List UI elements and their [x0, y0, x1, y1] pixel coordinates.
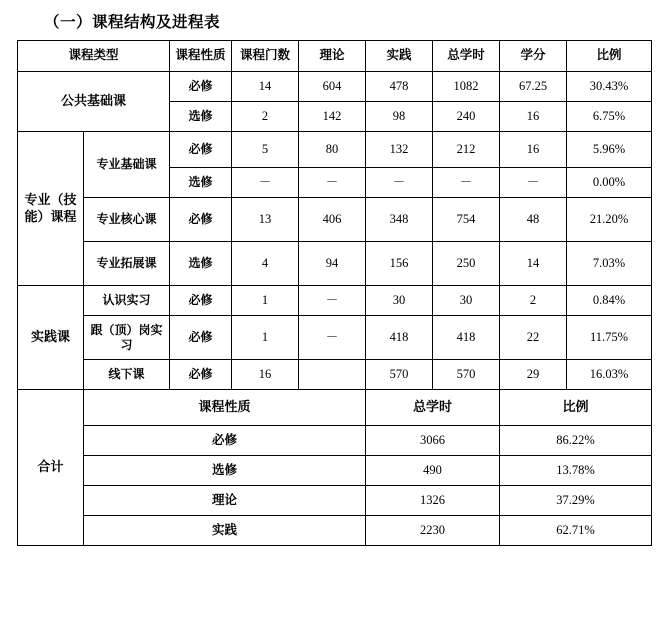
- credits-cell: 16: [500, 102, 567, 132]
- ratio-cell: 0.84%: [567, 286, 652, 316]
- count-cell: 5: [232, 132, 299, 168]
- nature-cell: 必修: [170, 360, 232, 390]
- practice-cell: 30: [366, 286, 433, 316]
- nature-cell: 选修: [170, 168, 232, 198]
- practice-cell: 478: [366, 72, 433, 102]
- total-hours-cell: 240: [433, 102, 500, 132]
- nature-cell: 必修: [170, 286, 232, 316]
- category-cell-practice: 实践课: [17, 286, 83, 390]
- theory-cell: 94: [299, 242, 366, 286]
- table-row: [17, 132, 651, 168]
- summary-row: [17, 486, 651, 516]
- practice-cell: 98: [366, 102, 433, 132]
- subcategory-cell-major-basic: 专业基础课: [83, 132, 169, 198]
- header-cell-ratio: 比例: [567, 41, 652, 72]
- theory-cell: 604: [299, 72, 366, 102]
- total-hours-cell: 250: [433, 242, 500, 286]
- practice-cell: 156: [366, 242, 433, 286]
- ratio-cell: 11.75%: [567, 316, 652, 360]
- summary-header-row: [17, 390, 651, 426]
- page-title: （一）课程结构及进程表: [44, 14, 221, 31]
- ratio-cell: 0.00%: [567, 168, 652, 198]
- header-cell-credits: 学分: [500, 41, 567, 72]
- header-cell-theory: 理论: [299, 41, 366, 72]
- count-cell: 1: [232, 316, 299, 360]
- table-row: [17, 316, 651, 360]
- practice-cell: 570: [366, 360, 433, 390]
- ratio-cell: 21.20%: [567, 198, 652, 242]
- count-cell: 4: [232, 242, 299, 286]
- total-hours-cell: 1082: [433, 72, 500, 102]
- nature-cell: 必修: [170, 132, 232, 168]
- subcategory-cell-offline-course: 线下课: [83, 360, 169, 390]
- ratio-cell: 30.43%: [567, 72, 652, 102]
- summary-ratio-cell: 62.71%: [500, 516, 652, 546]
- theory-cell: 80: [299, 132, 366, 168]
- total-hours-cell: －: [433, 168, 500, 198]
- table-row: [17, 72, 651, 102]
- theory-cell: 406: [299, 198, 366, 242]
- summary-header-ratio: 比例: [500, 390, 652, 426]
- summary-row: [17, 516, 651, 546]
- theory-cell: －: [299, 286, 366, 316]
- credits-cell: 29: [500, 360, 567, 390]
- count-cell: 13: [232, 198, 299, 242]
- credits-cell: 14: [500, 242, 567, 286]
- nature-cell: 必修: [170, 72, 232, 102]
- header-cell-practice: 实践: [366, 41, 433, 72]
- theory-cell: 142: [299, 102, 366, 132]
- practice-cell: 132: [366, 132, 433, 168]
- practice-cell: 418: [366, 316, 433, 360]
- count-cell: －: [232, 168, 299, 198]
- summary-label-cell: 合计: [17, 390, 83, 546]
- summary-nature-cell: 选修: [83, 456, 365, 486]
- header-cell-course-count: 课程门数: [232, 41, 299, 72]
- summary-ratio-cell: 37.29%: [500, 486, 652, 516]
- header-cell-course-nature: 课程性质: [170, 41, 232, 72]
- summary-row: [17, 456, 651, 486]
- total-hours-cell: 754: [433, 198, 500, 242]
- count-cell: 16: [232, 360, 299, 390]
- nature-cell: 必修: [170, 316, 232, 360]
- summary-total-hours-cell: 2230: [366, 516, 500, 546]
- theory-cell: －: [299, 316, 366, 360]
- summary-nature-cell: 实践: [83, 516, 365, 546]
- subcategory-cell-post-internship: 跟（顶）岗实习: [83, 316, 169, 360]
- category-cell-public-basic: 公共基础课: [17, 72, 169, 132]
- summary-row: [17, 426, 651, 456]
- theory-cell: [299, 360, 366, 390]
- credits-cell: 2: [500, 286, 567, 316]
- nature-cell: 必修: [170, 198, 232, 242]
- credits-cell: 67.25: [500, 72, 567, 102]
- credits-cell: 16: [500, 132, 567, 168]
- total-hours-cell: 418: [433, 316, 500, 360]
- summary-total-hours-cell: 490: [366, 456, 500, 486]
- ratio-cell: 7.03%: [567, 242, 652, 286]
- count-cell: 1: [232, 286, 299, 316]
- summary-ratio-cell: 86.22%: [500, 426, 652, 456]
- subcategory-cell-major-extension: 专业拓展课: [83, 242, 169, 286]
- credits-cell: －: [500, 168, 567, 198]
- subcategory-cell-major-core: 专业核心课: [83, 198, 169, 242]
- total-hours-cell: 30: [433, 286, 500, 316]
- nature-cell: 选修: [170, 242, 232, 286]
- summary-total-hours-cell: 1326: [366, 486, 500, 516]
- count-cell: 2: [232, 102, 299, 132]
- theory-cell: －: [299, 168, 366, 198]
- total-hours-cell: 212: [433, 132, 500, 168]
- credits-cell: 48: [500, 198, 567, 242]
- nature-cell: 选修: [170, 102, 232, 132]
- subcategory-cell-cognitive-internship: 认识实习: [83, 286, 169, 316]
- table-header-row: [17, 41, 651, 72]
- practice-cell: －: [366, 168, 433, 198]
- table-row: [17, 286, 651, 316]
- table-row: [17, 360, 651, 390]
- header-cell-total-hours: 总学时: [433, 41, 500, 72]
- ratio-cell: 16.03%: [567, 360, 652, 390]
- summary-header-nature: 课程性质: [83, 390, 365, 426]
- credits-cell: 22: [500, 316, 567, 360]
- summary-ratio-cell: 13.78%: [500, 456, 652, 486]
- category-cell-major-skill: 专业（技能）课程: [17, 132, 83, 286]
- ratio-cell: 6.75%: [567, 102, 652, 132]
- summary-total-hours-cell: 3066: [366, 426, 500, 456]
- table-row: [17, 198, 651, 242]
- practice-cell: 348: [366, 198, 433, 242]
- course-structure-table: [17, 40, 652, 546]
- ratio-cell: 5.96%: [567, 132, 652, 168]
- count-cell: 14: [232, 72, 299, 102]
- header-cell-course-type: 课程类型: [17, 41, 169, 72]
- total-hours-cell: 570: [433, 360, 500, 390]
- table-row: [17, 242, 651, 286]
- summary-nature-cell: 必修: [83, 426, 365, 456]
- summary-nature-cell: 理论: [83, 486, 365, 516]
- summary-header-total-hours: 总学时: [366, 390, 500, 426]
